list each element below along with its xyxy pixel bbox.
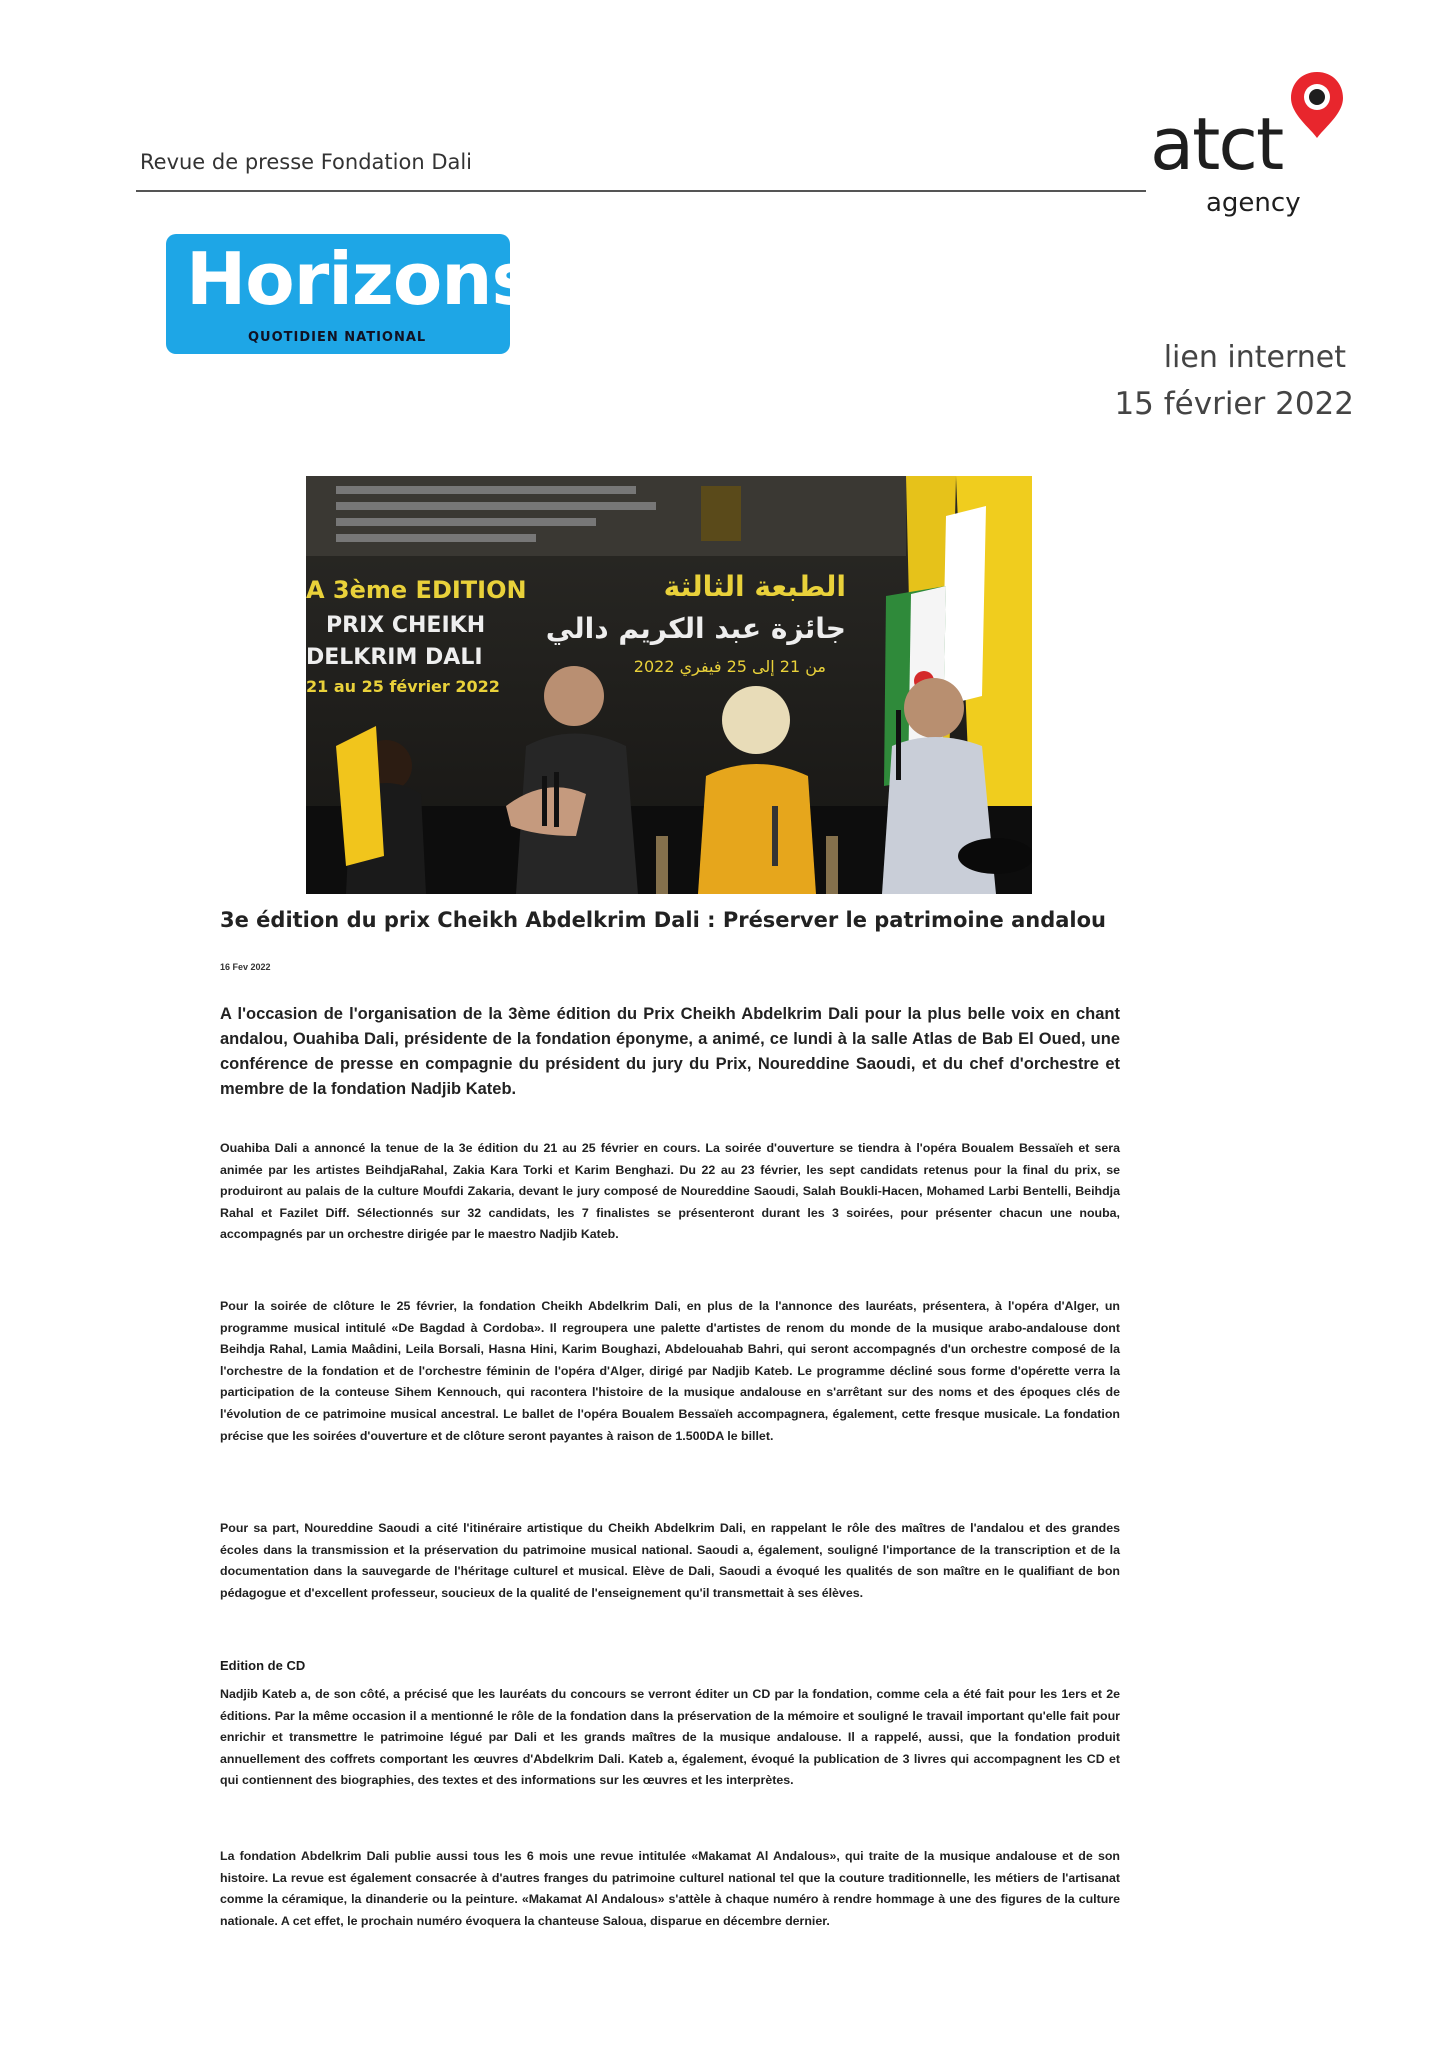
article-paragraph-3: Pour sa part, Noureddine Saoudi a cité l'itinéraire artistique du Cheikh Abdelkrim Dali, en rappelant le rôle des maîtres de l'andalou et des grandes écoles dans la transmission et la préservation du patrimoine musical national. Saoudi a, également, souligné l'importance de la transcription et de la documentation dans la sauvegarde de l'héritage culturel et musical. Elève de Dali, Saoudi a évoqué les qualités de son maître en le qualifiant de bon pédagogue et d'excellent professeur, soucieux de la qualité de l'enseignement qu'il transmettait à ses élèves. — [220, 1521, 1120, 1600]
banner-fr-line-1: A 3ème EDITION — [306, 576, 527, 604]
photo-illustration — [306, 476, 1032, 894]
horizons-tagline: QUOTIDIEN NATIONAL — [248, 330, 427, 345]
banner-ar-line-3: من 21 إلى 25 فيفري 2022 — [633, 657, 826, 676]
article-paragraph-5: La fondation Abdelkrim Dali publie aussi tous les 6 mois une revue intitulée «Makamat Al Andalous», qui traite de la musique andalouse et de son histoire. La revue est également consacrée à d'autres franges du patrimoine culturel national tel que la couture traditionnelle, les métiers de l'artisanat comme la céramique, la dinanderie ou la peinture. «Makamat Al Andalous» s'attèle à chaque numéro à rendre hommage à une des figures de la culture nationale. A cet effet, le prochain numéro évoquera la chanteuse Saloua, disparue en décembre dernier. — [220, 1849, 1120, 1928]
horizons-logo — [166, 234, 534, 354]
banner-ar-line-1: الطبعة الثالثة — [663, 570, 846, 603]
link-label: lien internet — [1163, 340, 1346, 375]
article-lead: A l'occasion de l'organisation de la 3ème édition du Prix Cheikh Abdelkrim Dali pour la plus belle voix en chant andalou, Ouahiba Dali, présidente de la fondation éponyme, a animé, ce lundi à la salle Atlas de Bab El Oued, une conférence de presse en compagnie du président du jury du Prix, Noureddine Saoudi, et du chef d'orchestre et membre de la fondation Nadjib Kateb. — [220, 1005, 1120, 1098]
location-pin-icon — [1288, 70, 1346, 140]
press-review-title: Revue de presse Fondation Dali — [140, 150, 473, 174]
horizons-wordmark: Horizons — [186, 237, 534, 321]
banner-fr-line-4: 21 au 25 février 2022 — [306, 677, 500, 696]
article-paragraph-1: Ouahiba Dali a annoncé la tenue de la 3e édition du 21 au 25 février en cours. La soirée d'ouverture se tiendra à l'opéra Boualem Bessaïeh et sera animée par les artistes BeihdjaRahal, Zakia Kara Torki et Karim Benghazi. Du 22 au 23 février, les sept candidats retenus pour la final du prix, se produiront au palais de la culture Moufdi Zakaria, devant le jury composé de Noureddine Saoudi, Salah Boukli-Hacen, Mohamed Larbi Bentelli, Beihdja Rahal et Fazilet Diff. Sélectionnés sur 32 candidats, les 7 finalistes se présenteront durant les 3 soirées, pour présenter chacun une nouba, accompagnés par un orchestre dirigée par le maestro Nadjib Kateb. — [220, 1141, 1120, 1242]
byline-date: 16 Fev 2022 — [220, 962, 271, 972]
agency-wordmark: agency — [1206, 188, 1301, 218]
article-paragraph-4: Nadjib Kateb a, de son côté, a précisé que les lauréats du concours se verront éditer un CD par la fondation, comme cela a été fait pour les 1ers et 2e éditions. Par la même occasion il a mentionné le rôle de la fondation dans la préservation de la mémoire et souligné le travail important qu'elle fait pour enrichir et transmettre le patrimoine légué par Dali et les grands maîtres de la musique andalouse. Il a rappelé, aussi, que la fondation produit annuellement des coffrets comportant les œuvres d'Abdelkrim Dali. Kateb a, également, évoqué la publication de 3 livres qui accompagnent les CD et qui contiennent des biographies, des textes et des informations sur les œuvres et les interprètes. — [220, 1687, 1120, 1788]
article-paragraph-2: Pour la soirée de clôture le 25 février, la fondation Cheikh Abdelkrim Dali, en plus de la l'annonce des lauréats, présentera, à l'opéra d'Alger, un programme musical intitulé «De Bagdad à Cordoba». Il regroupera une palette d'artistes de renom du monde de la musique arabo-andalouse dont Beihdja Rahal, Lamia Maâdini, Leila Borsali, Hasna Hini, Karim Boughazi, Abdelouahab Bahri, qui seront accompagnés d'un orchestre composé de la l'orchestre de la fondation et de l'orchestre féminin de l'opéra d'Alger, dirigé par Nadjib Kateb. Le programme décliné sous forme d'opérette verra la participation de la conteuse Sihem Kennouch, qui racontera l'histoire de la musique andalouse en s'arrêtant sur des noms et des époques clés de l'évolution de ce patrimoine musical ancestral. Le ballet de l'opéra Boualem Bessaïeh accompagnera, également, cette fresque musicale. La fondation précise que les soirées d'ouverture et de clôture seront payantes à raison de 1.500DA le billet. — [220, 1299, 1120, 1443]
atct-wordmark: atct — [1150, 102, 1283, 186]
header-rule — [136, 190, 1146, 192]
banner-ar-line-2: جائزة عبد الكريم دالي — [545, 612, 846, 645]
publication-date: 15 février 2022 — [1114, 386, 1354, 422]
banner-fr-line-2: PRIX CHEIKH — [326, 613, 486, 638]
banner-fr-line-3: DELKRIM DALI — [306, 645, 483, 670]
article-byline — [220, 962, 271, 972]
atct-agency-logo — [1150, 70, 1360, 220]
article-subheading: Edition de CD — [220, 1658, 306, 1673]
article-title: 3e édition du prix Cheikh Abdelkrim Dali : Préserver le patrimoine andalou — [220, 908, 1106, 932]
press-conference-photo — [306, 476, 1032, 894]
